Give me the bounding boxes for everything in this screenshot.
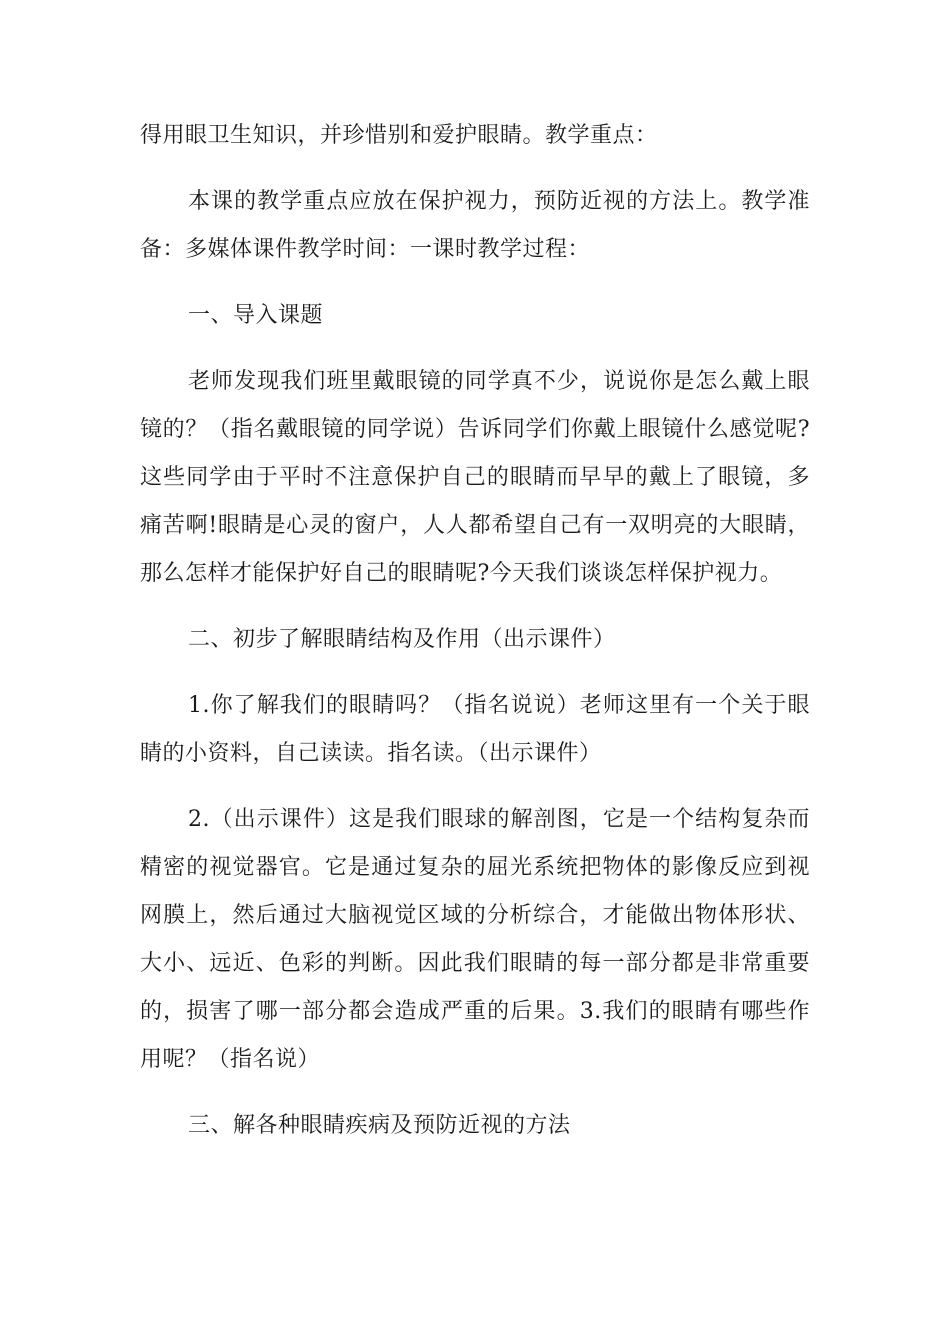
section-heading-intro: 一、导入课题 [188, 303, 324, 328]
paragraph-intro: 老师发现我们班里戴眼镜的同学真不少，说说你是怎么戴上眼镜的？（指名戴眼镜的同学说）告诉同学们你戴上眼镜什么感觉呢?这些同学由于平时不注意保护自己的眼睛而早早的戴上了眼镜，多痛苦啊!眼睛是心灵的窗户，人人都希望自己有一双明亮的大眼睛，那么怎样才能保护好自己的眼睛呢?今天我们谈谈怎样保护视力。 [140, 369, 810, 586]
document-body [140, 112, 810, 1168]
paragraph-item-2: 2.（出示课件）这是我们眼球的解剖图，它是一个结构复杂而精密的视觉器官。它是通过复杂的屈光系统把物体的影像反应到视网膜上，然后通过大脑视觉区域的分析综合，才能做出物体形状、大小、远近、色彩的判断。因此我们眼睛的每一部分都是非常重要的，损害了哪一部分都会造成严重的后果。3.我们的眼睛有哪些作用呢？（指名说） [140, 807, 810, 1072]
section-heading-eye-structure: 二、初步了解眼睛结构及作用（出示课件） [188, 627, 616, 652]
paragraph-continuation: 得用眼卫生知识，并珍惜别和爱护眼睛。教学重点： [140, 123, 658, 148]
paragraph-item-1: 1.你了解我们的眼睛吗？（指名说说）老师这里有一个关于眼睛的小资料，自己读读。指名读。（出示课件） [140, 693, 810, 766]
paragraph-teaching-focus: 本课的教学重点应放在保护视力，预防近视的方法上。教学准备：多媒体课件教学时间：一课时教学过程： [140, 189, 810, 262]
section-heading-eye-diseases: 三、解各种眼睛疾病及预防近视的方法 [188, 1113, 571, 1138]
